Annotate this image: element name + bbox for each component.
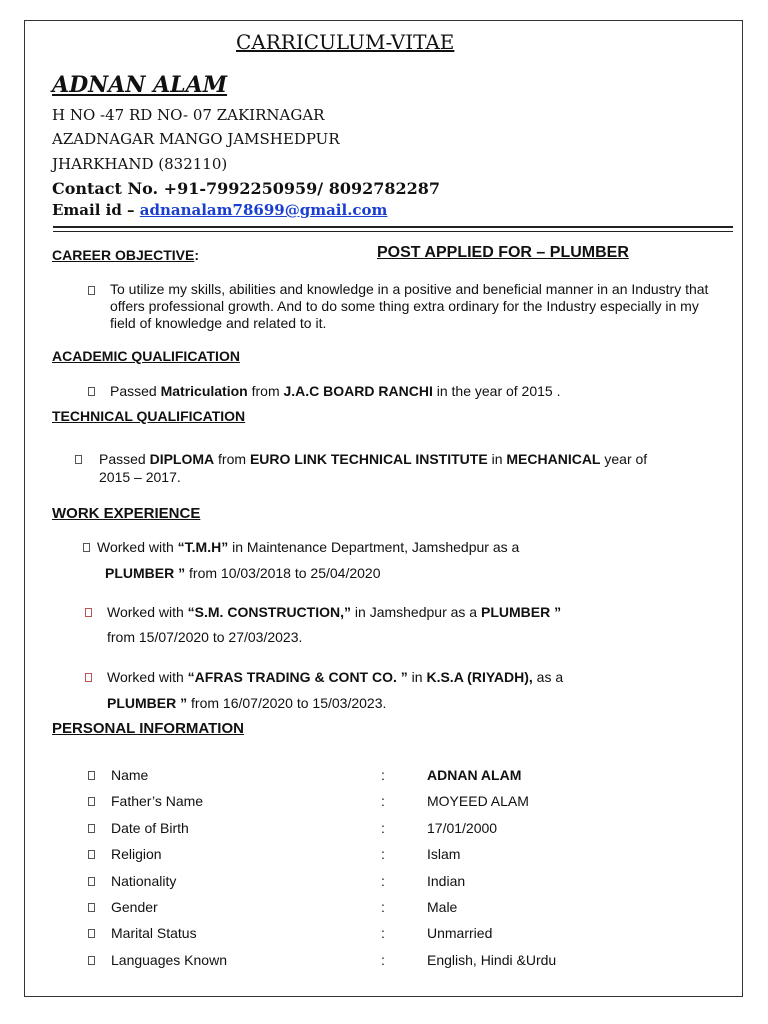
- document-title: CARRICULUM-VITAE: [236, 30, 455, 54]
- personal-info-label: Name: [111, 767, 149, 783]
- personal-info-label: Date of Birth: [111, 820, 189, 836]
- bullet-icon: [88, 956, 95, 965]
- bullet-icon: [88, 824, 95, 833]
- work-item-2-line-1: Worked with “S.M. CONSTRUCTION,” in Jamshedpur as a PLUMBER ”: [107, 604, 562, 620]
- work-item-3-line-2: PLUMBER ” from 16/07/2020 to 15/03/2023.: [107, 695, 387, 711]
- email-label: Email id –: [52, 201, 140, 219]
- bullet-icon: [88, 286, 95, 295]
- email-line: [52, 201, 387, 219]
- personal-information-heading: PERSONAL INFORMATION: [52, 720, 244, 737]
- personal-info-colon: :: [381, 793, 385, 809]
- bullet-icon: [85, 673, 92, 682]
- personal-info-value: MOYEED ALAM: [427, 793, 529, 809]
- personal-info-label: Marital Status: [111, 925, 197, 941]
- academic-heading: ACADEMIC QUALIFICATION: [52, 348, 240, 364]
- career-objective-text: To utilize my skills, abilities and knowledge in a positive and beneficial manner in an Industry that offers professional growth. And to do some thing extra ordinary for the Industry especially in my field of knowledge and related to it.: [110, 281, 709, 331]
- personal-info-label: Nationality: [111, 873, 177, 889]
- technical-heading: TECHNICAL QUALIFICATION: [52, 408, 246, 424]
- bullet-icon: [75, 455, 82, 464]
- personal-info-colon: :: [381, 925, 385, 941]
- personal-info-colon: :: [381, 899, 385, 915]
- bullet-icon: [88, 797, 95, 806]
- candidate-name: ADNAN ALAM: [52, 72, 228, 98]
- personal-info-value: English, Hindi &Urdu: [427, 952, 557, 968]
- technical-item-line-1: Passed DIPLOMA from EURO LINK TECHNICAL INSTITUTE in MECHANICAL year of: [99, 451, 648, 467]
- personal-info-value: Indian: [427, 873, 466, 889]
- header-divider-thick: [53, 226, 733, 228]
- personal-info-value: 17/01/2000: [427, 820, 498, 836]
- header-divider-thin: [53, 231, 733, 232]
- contact-number: Contact No. +91-7992250959/ 8092782287: [52, 179, 441, 198]
- bullet-icon: [88, 771, 95, 780]
- personal-info-colon: :: [381, 873, 385, 889]
- post-applied-heading: POST APPLIED FOR – PLUMBER: [377, 244, 629, 261]
- academic-item: Passed Matriculation from J.A.C BOARD RANCHI in the year of 2015 .: [110, 383, 561, 399]
- personal-info-label: Gender: [111, 899, 158, 915]
- bullet-icon: [88, 877, 95, 886]
- personal-info-colon: :: [381, 820, 385, 836]
- work-experience-heading: WORK EXPERIENCE: [52, 505, 201, 522]
- work-item-3-line-1: Worked with “AFRAS TRADING & CONT CO. ” in K.S.A (RIYADH), as a: [107, 669, 564, 685]
- personal-info-value: ADNAN ALAM: [427, 767, 522, 783]
- personal-info-value: Unmarried: [427, 925, 493, 941]
- work-item-1-line-2: PLUMBER ” from 10/03/2018 to 25/04/2020: [105, 565, 381, 581]
- email-link[interactable]: adnanalam78699@gmail.com: [139, 201, 388, 219]
- personal-info-colon: :: [381, 952, 385, 968]
- address-line-3: JHARKHAND (832110): [52, 155, 228, 173]
- personal-info-label: Languages Known: [111, 952, 227, 968]
- bullet-icon: [88, 903, 95, 912]
- personal-info-colon: :: [381, 767, 385, 783]
- work-item-2-line-2: from 15/07/2020 to 27/03/2023.: [107, 629, 303, 645]
- bullet-icon: [88, 850, 95, 859]
- address-line-1: H NO -47 RD NO- 07 ZAKIRNAGAR: [52, 106, 325, 124]
- bullet-icon: [83, 543, 90, 552]
- career-objective-heading: CAREER OBJECTIVE:: [52, 247, 200, 263]
- personal-info-value: Male: [427, 899, 458, 915]
- bullet-icon: [88, 929, 95, 938]
- personal-info-value: Islam: [427, 846, 461, 862]
- bullet-icon: [88, 387, 95, 396]
- personal-info-label: Religion: [111, 846, 162, 862]
- bullet-icon: [85, 608, 92, 617]
- personal-info-label: Father’s Name: [111, 793, 204, 809]
- work-item-1-line-1: Worked with “T.M.H” in Maintenance Department, Jamshedpur as a: [97, 539, 520, 555]
- technical-item-line-2: 2015 – 2017.: [99, 469, 181, 485]
- personal-info-colon: :: [381, 846, 385, 862]
- address-line-2: AZADNAGAR MANGO JAMSHEDPUR: [52, 130, 340, 148]
